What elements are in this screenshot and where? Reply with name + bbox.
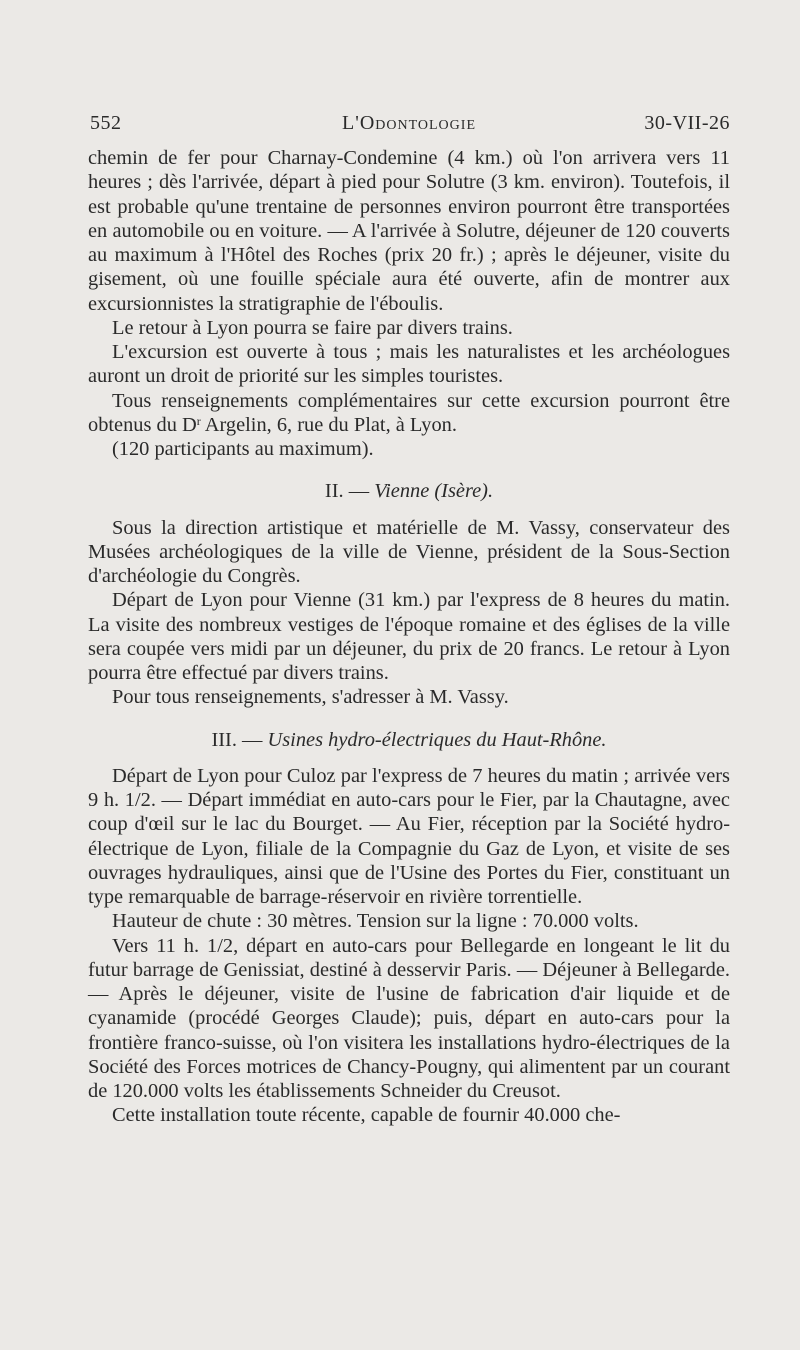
paragraph-contact-vassy: Pour tous renseignements, s'adresser à M. Vassy. — [112, 686, 509, 709]
book-page — [88, 112, 730, 1128]
paragraph-direction: Sous la direction artistique et matérielle de M. Vassy, conservateur des Musées archéologiques de la ville de Vienne, président de la Sous-Section d'archéologie du Congrès. — [88, 516, 730, 587]
paragraph-renseignements — [88, 389, 730, 438]
doctor-superscript: r — [196, 413, 201, 428]
journal-title: L'Odontologie — [342, 112, 476, 134]
running-header — [88, 112, 730, 146]
section-numeral: III. — — [211, 728, 268, 751]
section-numeral: II. — — [324, 480, 375, 503]
paragraph-depart-vienne: Départ de Lyon pour Vienne (31 km.) par l'express de 8 heures du matin. La visite des nombreux vestiges de l'époque romaine et des églises de la ville sera coupée vers midi par un déjeuner, du prix de 20 francs. Le retour à Lyon pourra être effectué par divers trains. — [88, 589, 730, 684]
paragraph-participants: (120 participants au maximum). — [112, 438, 374, 460]
paragraph-excursion: L'excursion est ouverte à tous ; mais les naturalistes et les archéologues auront un droit de priorité sur les simples touristes. — [88, 341, 730, 388]
paragraph-charnay: chemin de fer pour Charnay-Condemine (4 km.) où l'on arrivera vers 11 heures ; dès l'arrivée, départ à pied pour Solutre (3 km. environ). Toutefois, il est probable qu'une trentaine de personnes environ pourront être transportées en automobile ou en voiture. — A l'arrivée à Solutre, déjeuner de 120 couverts au maximum à l'Hôtel des Roches (prix 20 fr.) ; après le déjeuner, visite du gisement, où une fouille spéciale aura été ouverte, afin de montrer aux excursionnistes la stratigraphie de l'éboulis. — [88, 147, 730, 315]
paragraph-retour: Le retour à Lyon pourra se faire par divers trains. — [112, 316, 513, 339]
section-title: Vienne (Isère). — [374, 480, 494, 503]
issue-date: 30-VII-26 — [644, 112, 730, 134]
paragraph-hauteur-chute: Hauteur de chute : 30 mètres. Tension sur la ligne : 70.000 volts. — [112, 910, 639, 933]
paragraph-depart-culoz: Départ de Lyon pour Culoz par l'express de 7 heures du matin ; arrivée vers 9 h. 1/2. — Départ immédiat en auto-cars pour le Fier, par la Chautagne, avec coup d'œil sur le lac du Bourget. — Au Fier, réception par la Société hydro-électrique de Lyon, filiale de la Compagnie du Gaz de Lyon, et visite de ses ouvrages hydrauliques, ainsi que de l'Usine des Portes du Fier, constituant un type remarquable de barrage-réservoir en rivière torrentielle. — [88, 764, 730, 908]
paragraph-bellegarde: Vers 11 h. 1/2, départ en auto-cars pour Bellegarde en longeant le lit du futur barrage de Genissiat, destiné à desservir Paris. — Déjeuner à Bellegarde. — Après le déjeuner, visite de l'usine de fabrication d'air liquide et de cyanamide (procédé Georges Claude); puis, départ en auto-cars pour la frontière franco-suisse, où l'on visitera les installations hydro-électriques de la Société des Forces motrices de Chancy-Pougny, qui alimentent par un courant de 120.000 volts les établissements Schneider du Creusot. — [88, 934, 730, 1102]
paragraph-installation: Cette installation toute récente, capable de fournir 40.000 che- — [112, 1104, 621, 1127]
page-number: 552 — [90, 112, 122, 134]
section-heading-usines — [88, 728, 730, 752]
section-title: Usines hydro-électriques du Haut-Rhône. — [267, 728, 607, 751]
page-body — [88, 146, 730, 1128]
section-heading-vienne — [88, 479, 730, 503]
renseignements-text: Tous renseignements complémentaires sur cette excursion pourront être obtenus du D — [88, 389, 730, 436]
renseignements-address: Argelin, 6, rue du Plat, à Lyon. — [200, 413, 457, 436]
